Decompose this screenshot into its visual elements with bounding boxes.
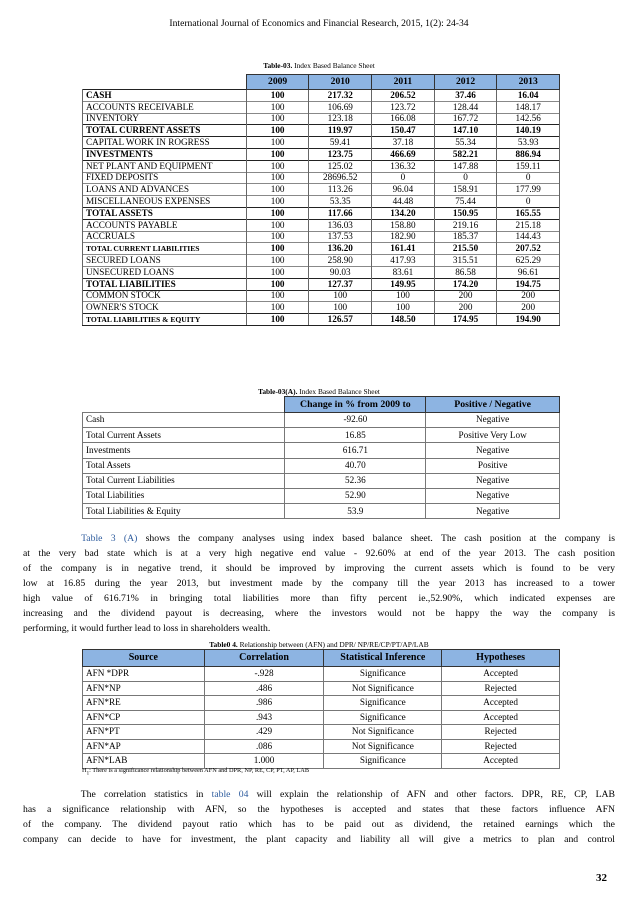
index-value: 159.11 <box>497 160 560 172</box>
table4-caption <box>0 640 638 649</box>
index-value: 158.80 <box>372 219 435 231</box>
table3-header-row <box>83 75 560 90</box>
table4-row <box>83 739 560 754</box>
table3-row <box>83 101 560 113</box>
correlation-cell: .086 <box>204 739 324 754</box>
index-value: 134.20 <box>372 207 435 219</box>
index-value: 100 <box>246 113 309 125</box>
index-value: 625.29 <box>497 255 560 267</box>
table3-row <box>83 148 560 160</box>
index-value: 100 <box>309 302 372 314</box>
index-value: 75.44 <box>434 196 497 208</box>
source-cell: AFN*NP <box>83 681 205 696</box>
table3a-row <box>83 413 560 428</box>
table3a-caption <box>0 387 638 396</box>
row-label: Total Current Liabilities <box>83 473 285 488</box>
row-label: CAPITAL WORK IN ROGRESS <box>83 137 247 149</box>
index-value: 100 <box>246 137 309 149</box>
index-value: 0 <box>497 172 560 184</box>
index-value: 100 <box>309 290 372 302</box>
index-value: 100 <box>246 207 309 219</box>
index-value: 137.53 <box>309 231 372 243</box>
index-value: 127.37 <box>309 278 372 290</box>
table3-row <box>83 90 560 102</box>
paragraph-line: high value of 616.71% in bringing total liabilities more than fifty percent ie.,52.90%, which indicated expenses are <box>23 593 615 604</box>
correlation-table <box>82 649 560 769</box>
note-text: : There is a significance relationship between AFN and DPR, NP, RE, CP, PT, AP, LAB <box>89 767 310 774</box>
index-value: 126.57 <box>309 314 372 326</box>
table3-row <box>83 196 560 208</box>
index-value: 16.04 <box>497 90 560 102</box>
note-h: H <box>82 767 87 774</box>
table3a-row <box>83 443 560 458</box>
table3-row <box>83 172 560 184</box>
index-value: 37.46 <box>434 90 497 102</box>
index-value: 100 <box>246 101 309 113</box>
index-value: 149.95 <box>372 278 435 290</box>
sign-value: Negative <box>426 504 560 519</box>
index-value: 100 <box>246 219 309 231</box>
index-value: 100 <box>246 184 309 196</box>
table3-row <box>83 219 560 231</box>
source-header: Source <box>83 650 205 667</box>
row-label: SECURED LOANS <box>83 255 247 267</box>
journal-header: International Journal of Economics and Financial Research, 2015, 1(2): 24-34 <box>169 18 469 29</box>
table3-row <box>83 255 560 267</box>
index-value: 100 <box>246 266 309 278</box>
table4-row <box>83 710 560 725</box>
index-value: 148.50 <box>372 314 435 326</box>
index-value: 100 <box>246 243 309 255</box>
year-header: 2012 <box>434 75 497 90</box>
table3-row <box>83 113 560 125</box>
index-value: 167.72 <box>434 113 497 125</box>
paragraph-line: low at 16.85 during the year 2013, but investment made by the company till the year 2013 has increased to a tower <box>23 578 615 589</box>
paragraph-line: has a significance relationship with AFN, so the hypotheses is accepted and states that these factors influence AFN <box>23 804 615 815</box>
index-value: 258.90 <box>309 255 372 267</box>
table4-caption-title: Relationship between (AFN) and DPR/ NP/RE/CP/PT/AP/LAB <box>237 640 429 649</box>
correlation-cell: -.928 <box>204 667 324 682</box>
paragraph-line <box>23 787 615 802</box>
index-value: 166.08 <box>372 113 435 125</box>
row-label: Total Liabilities <box>83 488 285 503</box>
index-value: 582.21 <box>434 148 497 160</box>
table4-row <box>83 696 560 711</box>
correlation-header: Correlation <box>204 650 324 667</box>
row-label: ACCRUALS <box>83 231 247 243</box>
sign-value: Positive Very Low <box>426 428 560 443</box>
table4-header-row <box>83 650 560 667</box>
index-value: 100 <box>246 314 309 326</box>
hypothesis-cell: Accepted <box>442 667 560 682</box>
sign-value: Negative <box>426 413 560 428</box>
index-value: 315.51 <box>434 255 497 267</box>
index-value: 128.44 <box>434 101 497 113</box>
index-value: 123.72 <box>372 101 435 113</box>
index-value: 207.52 <box>497 243 560 255</box>
table3-row <box>83 125 560 137</box>
correlation-paragraph <box>23 787 615 847</box>
index-value: 144.43 <box>497 231 560 243</box>
index-value: 100 <box>246 231 309 243</box>
index-value: 147.10 <box>434 125 497 137</box>
index-value: 150.47 <box>372 125 435 137</box>
source-cell: AFN *DPR <box>83 667 205 682</box>
table3a-row <box>83 488 560 503</box>
index-value: 96.04 <box>372 184 435 196</box>
index-value: 136.03 <box>309 219 372 231</box>
row-label: COMMON STOCK <box>83 290 247 302</box>
source-cell: AFN*LAB <box>83 754 205 769</box>
correlation-cell: .429 <box>204 725 324 740</box>
index-value: 125.02 <box>309 160 372 172</box>
row-label: OWNER'S STOCK <box>83 302 247 314</box>
correlation-cell: 1.000 <box>204 754 324 769</box>
index-value: 100 <box>372 302 435 314</box>
index-value: 123.75 <box>309 148 372 160</box>
table3-row <box>83 290 560 302</box>
row-label: TOTAL ASSETS <box>83 207 247 219</box>
change-value: 616.71 <box>285 443 426 458</box>
index-value: 37.18 <box>372 137 435 149</box>
index-value: 44.48 <box>372 196 435 208</box>
table4-row <box>83 667 560 682</box>
paragraph-text: will explain the relationship of AFN and other factors. DPR, RE, CP, LAB <box>248 789 616 800</box>
index-value: 185.37 <box>434 231 497 243</box>
paragraph-line: of the company is in negative trend, it should be improved by improving the current assets which is found to be very <box>23 563 615 574</box>
table3a-corner <box>83 397 285 413</box>
index-value: 59.41 <box>309 137 372 149</box>
paragraph-line <box>23 531 615 546</box>
row-label: ACCOUNTS RECEIVABLE <box>83 101 247 113</box>
index-value: 161.41 <box>372 243 435 255</box>
index-value: 200 <box>434 290 497 302</box>
index-value: 194.90 <box>497 314 560 326</box>
index-value: 0 <box>497 196 560 208</box>
index-value: 106.69 <box>309 101 372 113</box>
paragraph-line: increasing and the dividend payout is decreasing, where the investors would not be happy the way the company is <box>23 608 615 619</box>
index-value: 466.69 <box>372 148 435 160</box>
index-value: 100 <box>246 90 309 102</box>
paragraph-line: of the company. The dividend payout ratio which has to be paid out as dividend, the retained earnings which the <box>23 819 615 830</box>
index-value: 174.95 <box>434 314 497 326</box>
index-value: 100 <box>372 290 435 302</box>
analysis-paragraph <box>23 531 615 636</box>
row-label: MISCELLANEOUS EXPENSES <box>83 196 247 208</box>
table3-row <box>83 207 560 219</box>
index-value: 119.97 <box>309 125 372 137</box>
source-cell: AFN*PT <box>83 725 205 740</box>
hypothesis-cell: Accepted <box>442 754 560 769</box>
year-header: 2009 <box>246 75 309 90</box>
paragraph-text: shows the company analyses using index based balance sheet. The cash position at the company is <box>137 533 616 544</box>
source-cell: AFN*AP <box>83 739 205 754</box>
row-label: Cash <box>83 413 285 428</box>
row-label: INVENTORY <box>83 113 247 125</box>
row-label: UNSECURED LOANS <box>83 266 247 278</box>
table3a-row <box>83 428 560 443</box>
row-label: Investments <box>83 443 285 458</box>
row-label: TOTAL CURRENT ASSETS <box>83 125 247 137</box>
index-value: 206.52 <box>372 90 435 102</box>
change-value: 16.85 <box>285 428 426 443</box>
index-value: 100 <box>246 160 309 172</box>
correlation-cell: .486 <box>204 681 324 696</box>
table3a-row <box>83 458 560 473</box>
paragraph-line: performing, it would further lead to loss in shareholders wealth. <box>23 623 271 634</box>
table3a-row <box>83 504 560 519</box>
paragraph-line: company can decide to have for investment, the plant capacity and liability all will give a metrics to plan and control <box>23 834 615 845</box>
index-value: 174.20 <box>434 278 497 290</box>
inference-header: Statistical Inference <box>324 650 442 667</box>
index-value: 215.18 <box>497 219 560 231</box>
index-value: 136.20 <box>309 243 372 255</box>
index-value: 96.61 <box>497 266 560 278</box>
index-value: 123.18 <box>309 113 372 125</box>
table4-row <box>83 754 560 769</box>
hypothesis-cell: Rejected <box>442 725 560 740</box>
table3-row <box>83 184 560 196</box>
hypothesis-cell: Rejected <box>442 681 560 696</box>
index-value: 182.90 <box>372 231 435 243</box>
index-value: 0 <box>372 172 435 184</box>
inference-cell: Not Significance <box>324 739 442 754</box>
year-header: 2011 <box>372 75 435 90</box>
index-value: 117.66 <box>309 207 372 219</box>
table3a-header-row <box>83 397 560 413</box>
table3-row <box>83 278 560 290</box>
index-value: 100 <box>246 290 309 302</box>
change-value: 52.90 <box>285 488 426 503</box>
index-value: 200 <box>497 302 560 314</box>
row-label: ACCOUNTS PAYABLE <box>83 219 247 231</box>
hypotheses-header: Hypotheses <box>442 650 560 667</box>
table3-row <box>83 302 560 314</box>
inference-cell: Significance <box>324 696 442 711</box>
row-label: Total Current Assets <box>83 428 285 443</box>
sign-value: Positive <box>426 458 560 473</box>
index-value: 100 <box>246 302 309 314</box>
correlation-cell: .986 <box>204 696 324 711</box>
change-header: Change in % from 2009 to <box>285 397 426 413</box>
index-value: 142.56 <box>497 113 560 125</box>
hypothesis-cell: Rejected <box>442 739 560 754</box>
row-label: TOTAL CURRENT LIABILITIES <box>83 243 247 255</box>
table3-row <box>83 137 560 149</box>
index-value: 417.93 <box>372 255 435 267</box>
source-cell: AFN*RE <box>83 696 205 711</box>
table3-row <box>83 231 560 243</box>
index-value: 53.35 <box>309 196 372 208</box>
index-value: 200 <box>434 302 497 314</box>
row-label: INVESTMENTS <box>83 148 247 160</box>
table3-caption-title: Index Based Balance Sheet <box>292 61 375 70</box>
table3-caption <box>0 61 638 70</box>
correlation-cell: .943 <box>204 710 324 725</box>
index-value: 177.99 <box>497 184 560 196</box>
index-value: 215.50 <box>434 243 497 255</box>
index-value: 100 <box>246 172 309 184</box>
row-label: TOTAL LIABILITIES <box>83 278 247 290</box>
index-value: 158.91 <box>434 184 497 196</box>
change-value: 52.36 <box>285 473 426 488</box>
index-value: 0 <box>434 172 497 184</box>
index-value: 140.19 <box>497 125 560 137</box>
index-value: 219.16 <box>434 219 497 231</box>
index-value: 136.32 <box>372 160 435 172</box>
index-value: 90.03 <box>309 266 372 278</box>
table4-row <box>83 725 560 740</box>
index-value: 55.34 <box>434 137 497 149</box>
table3-row <box>83 243 560 255</box>
inference-cell: Significance <box>324 754 442 769</box>
change-value: 53.9 <box>285 504 426 519</box>
index-value: 194.75 <box>497 278 560 290</box>
inference-cell: Not Significance <box>324 681 442 696</box>
year-header: 2013 <box>497 75 560 90</box>
change-value: 40.70 <box>285 458 426 473</box>
row-label: Total Liabilities & Equity <box>83 504 285 519</box>
index-value: 165.55 <box>497 207 560 219</box>
index-value: 28696.52 <box>309 172 372 184</box>
row-label: LOANS AND ADVANCES <box>83 184 247 196</box>
index-balance-sheet-table <box>82 74 560 326</box>
index-value: 100 <box>246 278 309 290</box>
table3-corner <box>83 75 247 90</box>
index-value: 147.88 <box>434 160 497 172</box>
table04-link[interactable]: table 04 <box>211 789 249 800</box>
inference-cell: Significance <box>324 710 442 725</box>
note-subscript: 1 <box>86 771 90 777</box>
row-label: CASH <box>83 90 247 102</box>
row-label: FIXED DEPOSITS <box>83 172 247 184</box>
table4-caption-label: Table0 4. <box>209 640 238 649</box>
hypothesis-note <box>82 767 309 776</box>
row-label: NET PLANT AND EQUIPMENT <box>83 160 247 172</box>
hypothesis-cell: Accepted <box>442 710 560 725</box>
index-value: 100 <box>246 255 309 267</box>
table3-row <box>83 266 560 278</box>
index-value: 83.61 <box>372 266 435 278</box>
table3-row <box>83 314 560 326</box>
sign-value: Negative <box>426 488 560 503</box>
index-value: 86.58 <box>434 266 497 278</box>
table3a-row <box>83 473 560 488</box>
sign-value: Negative <box>426 443 560 458</box>
index-value: 53.93 <box>497 137 560 149</box>
paragraph-text: The correlation statistics in <box>80 789 212 800</box>
index-value: 200 <box>497 290 560 302</box>
index-value: 100 <box>246 148 309 160</box>
row-label: TOTAL LIABILITIES & EQUITY <box>83 314 247 326</box>
row-label: Total Assets <box>83 458 285 473</box>
table3-row <box>83 160 560 172</box>
table3-caption-label: Table-03. <box>263 61 293 70</box>
index-value: 217.32 <box>309 90 372 102</box>
source-cell: AFN*CP <box>83 710 205 725</box>
sign-header: Positive / Negative <box>426 397 560 413</box>
page-number: 32 <box>596 872 607 884</box>
index-value: 148.17 <box>497 101 560 113</box>
index-value: 100 <box>246 196 309 208</box>
year-header: 2010 <box>309 75 372 90</box>
index-value: 150.95 <box>434 207 497 219</box>
change-summary-table <box>82 396 560 519</box>
sign-value: Negative <box>426 473 560 488</box>
table3a-link[interactable]: Table 3 (A) <box>81 533 138 544</box>
inference-cell: Significance <box>324 667 442 682</box>
index-value: 886.94 <box>497 148 560 160</box>
change-value: -92.60 <box>285 413 426 428</box>
paragraph-line: at the very bad state which is at a very high negative end value - 92.60% at end of the year 2013. The cash position <box>23 548 615 559</box>
hypothesis-cell: Accepted <box>442 696 560 711</box>
table3a-caption-title: Index Based Balance Sheet <box>297 387 380 396</box>
table3a-caption-label: Table-03(A). <box>258 387 298 396</box>
index-value: 113.26 <box>309 184 372 196</box>
index-value: 100 <box>246 125 309 137</box>
inference-cell: Not Significance <box>324 725 442 740</box>
table4-row <box>83 681 560 696</box>
